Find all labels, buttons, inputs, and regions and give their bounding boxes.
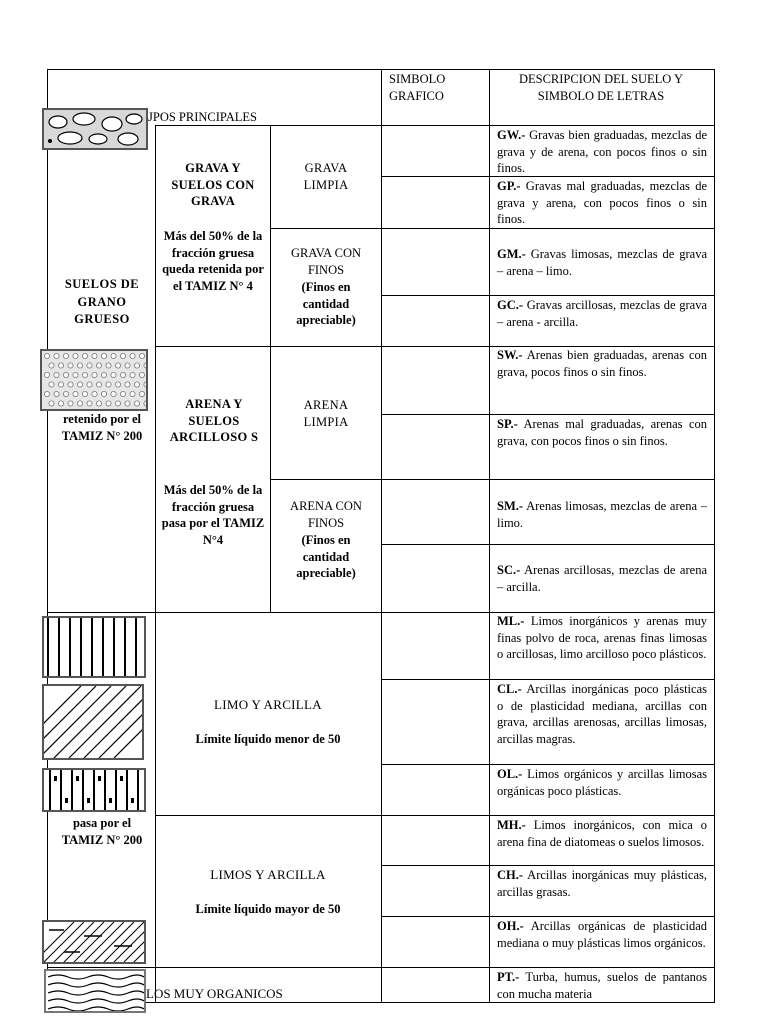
clay-pattern-icon bbox=[42, 684, 144, 760]
limo-arcilla-menor-title: LIMO Y ARCILLA bbox=[214, 697, 322, 712]
desc-gm: GM.- Gravas limosas, mezclas de grava – arena – limo. bbox=[497, 247, 707, 278]
grava-con-finos-note: (Finos en cantidad apreciable) bbox=[296, 280, 356, 327]
subgroup-grava-note: Más del 50% de la fracción gruesa queda retenida por el TAMIZ N° 4 bbox=[162, 229, 264, 293]
desc-ch: CH.- Arcillas inorgánicas muy plásticas, arcillas grasas. bbox=[497, 868, 707, 899]
limos-arcilla-mayor-title: LIMOS Y ARCILLA bbox=[210, 867, 326, 882]
desc-sp: SP.- Arenas mal graduadas, arenas con grava, con pocos finos o sin finos. bbox=[497, 417, 707, 448]
desc-ml: ML.- Limos inorgánicos y arenas muy finas polvo de roca, arenas finas limosas o arcillosas, limo arcilloso poco plásticos. bbox=[497, 614, 707, 662]
group-retenido-tamiz-200: retenido por el TAMIZ N° 200 bbox=[61, 412, 143, 443]
group-suelos-muy-organicos: LOS MUY ORGANICOS bbox=[146, 986, 283, 1001]
header-grupos-principales: JPOS PRINCIPALES bbox=[148, 110, 257, 124]
subgroup-arena-note: Más del 50% de la fracción gruesa pasa por el TAMIZ N°4 bbox=[161, 483, 265, 547]
header-descripcion: DESCRIPCION DEL SUELO Y SIMBOLO DE LETRAS bbox=[518, 72, 683, 103]
desc-gp: GP.- Gravas mal graduadas, mezclas de grava y arena, con pocos finos o sin finos. bbox=[497, 179, 707, 227]
desc-sw: SW.- Arenas bien graduadas, arenas con grava, pocos finos o sin finos. bbox=[497, 348, 707, 379]
gravel-pattern-icon bbox=[42, 108, 148, 150]
grava-con-finos: GRAVA CON FINOS bbox=[290, 246, 362, 277]
subgroup-grava-title: GRAVA Y SUELOS CON GRAVA bbox=[171, 161, 255, 208]
desc-pt: PT.- Turba, humus, suelos de pantanos con mucha materia bbox=[497, 970, 707, 1001]
desc-sm: SM.- Arenas limosas, mezclas de arena – limo. bbox=[497, 499, 707, 530]
limo-arcilla-menor-note: Límite líquido menor de 50 bbox=[195, 732, 341, 746]
organic-silt-pattern-icon bbox=[42, 768, 146, 812]
arena-con-finos: ARENA CON FINOS bbox=[290, 499, 362, 530]
peat-pattern-icon bbox=[44, 969, 146, 1013]
header-simbolo-grafico: SIMBOLO GRAFICO bbox=[389, 72, 446, 103]
desc-sc: SC.- Arenas arcillosas, mezclas de arena – arcilla. bbox=[497, 563, 707, 594]
arena-con-finos-note: (Finos en cantidad apreciable) bbox=[296, 533, 356, 580]
desc-gc: GC.- Gravas arcillosas, mezclas de grava – arena - arcilla. bbox=[497, 298, 707, 329]
desc-cl: CL.- Arcillas inorgánicas poco plásticas o de plasticidad mediana, arcillas con grava, arcillas arenosas, arcillas limosas, arcillas magras. bbox=[497, 682, 707, 746]
limos-arcilla-mayor-note: Límite líquido mayor de 50 bbox=[195, 902, 341, 916]
arena-limpia: ARENA LIMPIA bbox=[303, 398, 349, 429]
desc-gw: GW.- Gravas bien graduadas, mezclas de grava y de arena, con pocos finos o sin finos. bbox=[497, 128, 707, 176]
group-pasa-tamiz-200: pasa por el TAMIZ N° 200 bbox=[61, 816, 143, 847]
desc-ol: OL.- Limos orgánicos y arcillas limosas orgánicas poco plásticas. bbox=[497, 767, 707, 798]
subgroup-arena-title: ARENA Y SUELOS ARCILLOSO S bbox=[169, 397, 259, 444]
desc-mh: MH.- Limos inorgánicos, con mica o arena fina de diatomeas o suelos limosos. bbox=[497, 818, 707, 849]
group-suelos-grano-grueso: SUELOS DE GRANO GRUESO bbox=[64, 277, 140, 326]
grava-limpia: GRAVA LIMPIA bbox=[303, 161, 349, 192]
silt-pattern-icon bbox=[42, 616, 146, 678]
sand-pattern-icon bbox=[40, 349, 148, 411]
organic-clay-pattern-icon bbox=[42, 920, 146, 964]
desc-oh: OH.- Arcillas orgánicas de plasticidad mediana o muy plásticas limos orgánicos. bbox=[497, 919, 707, 950]
